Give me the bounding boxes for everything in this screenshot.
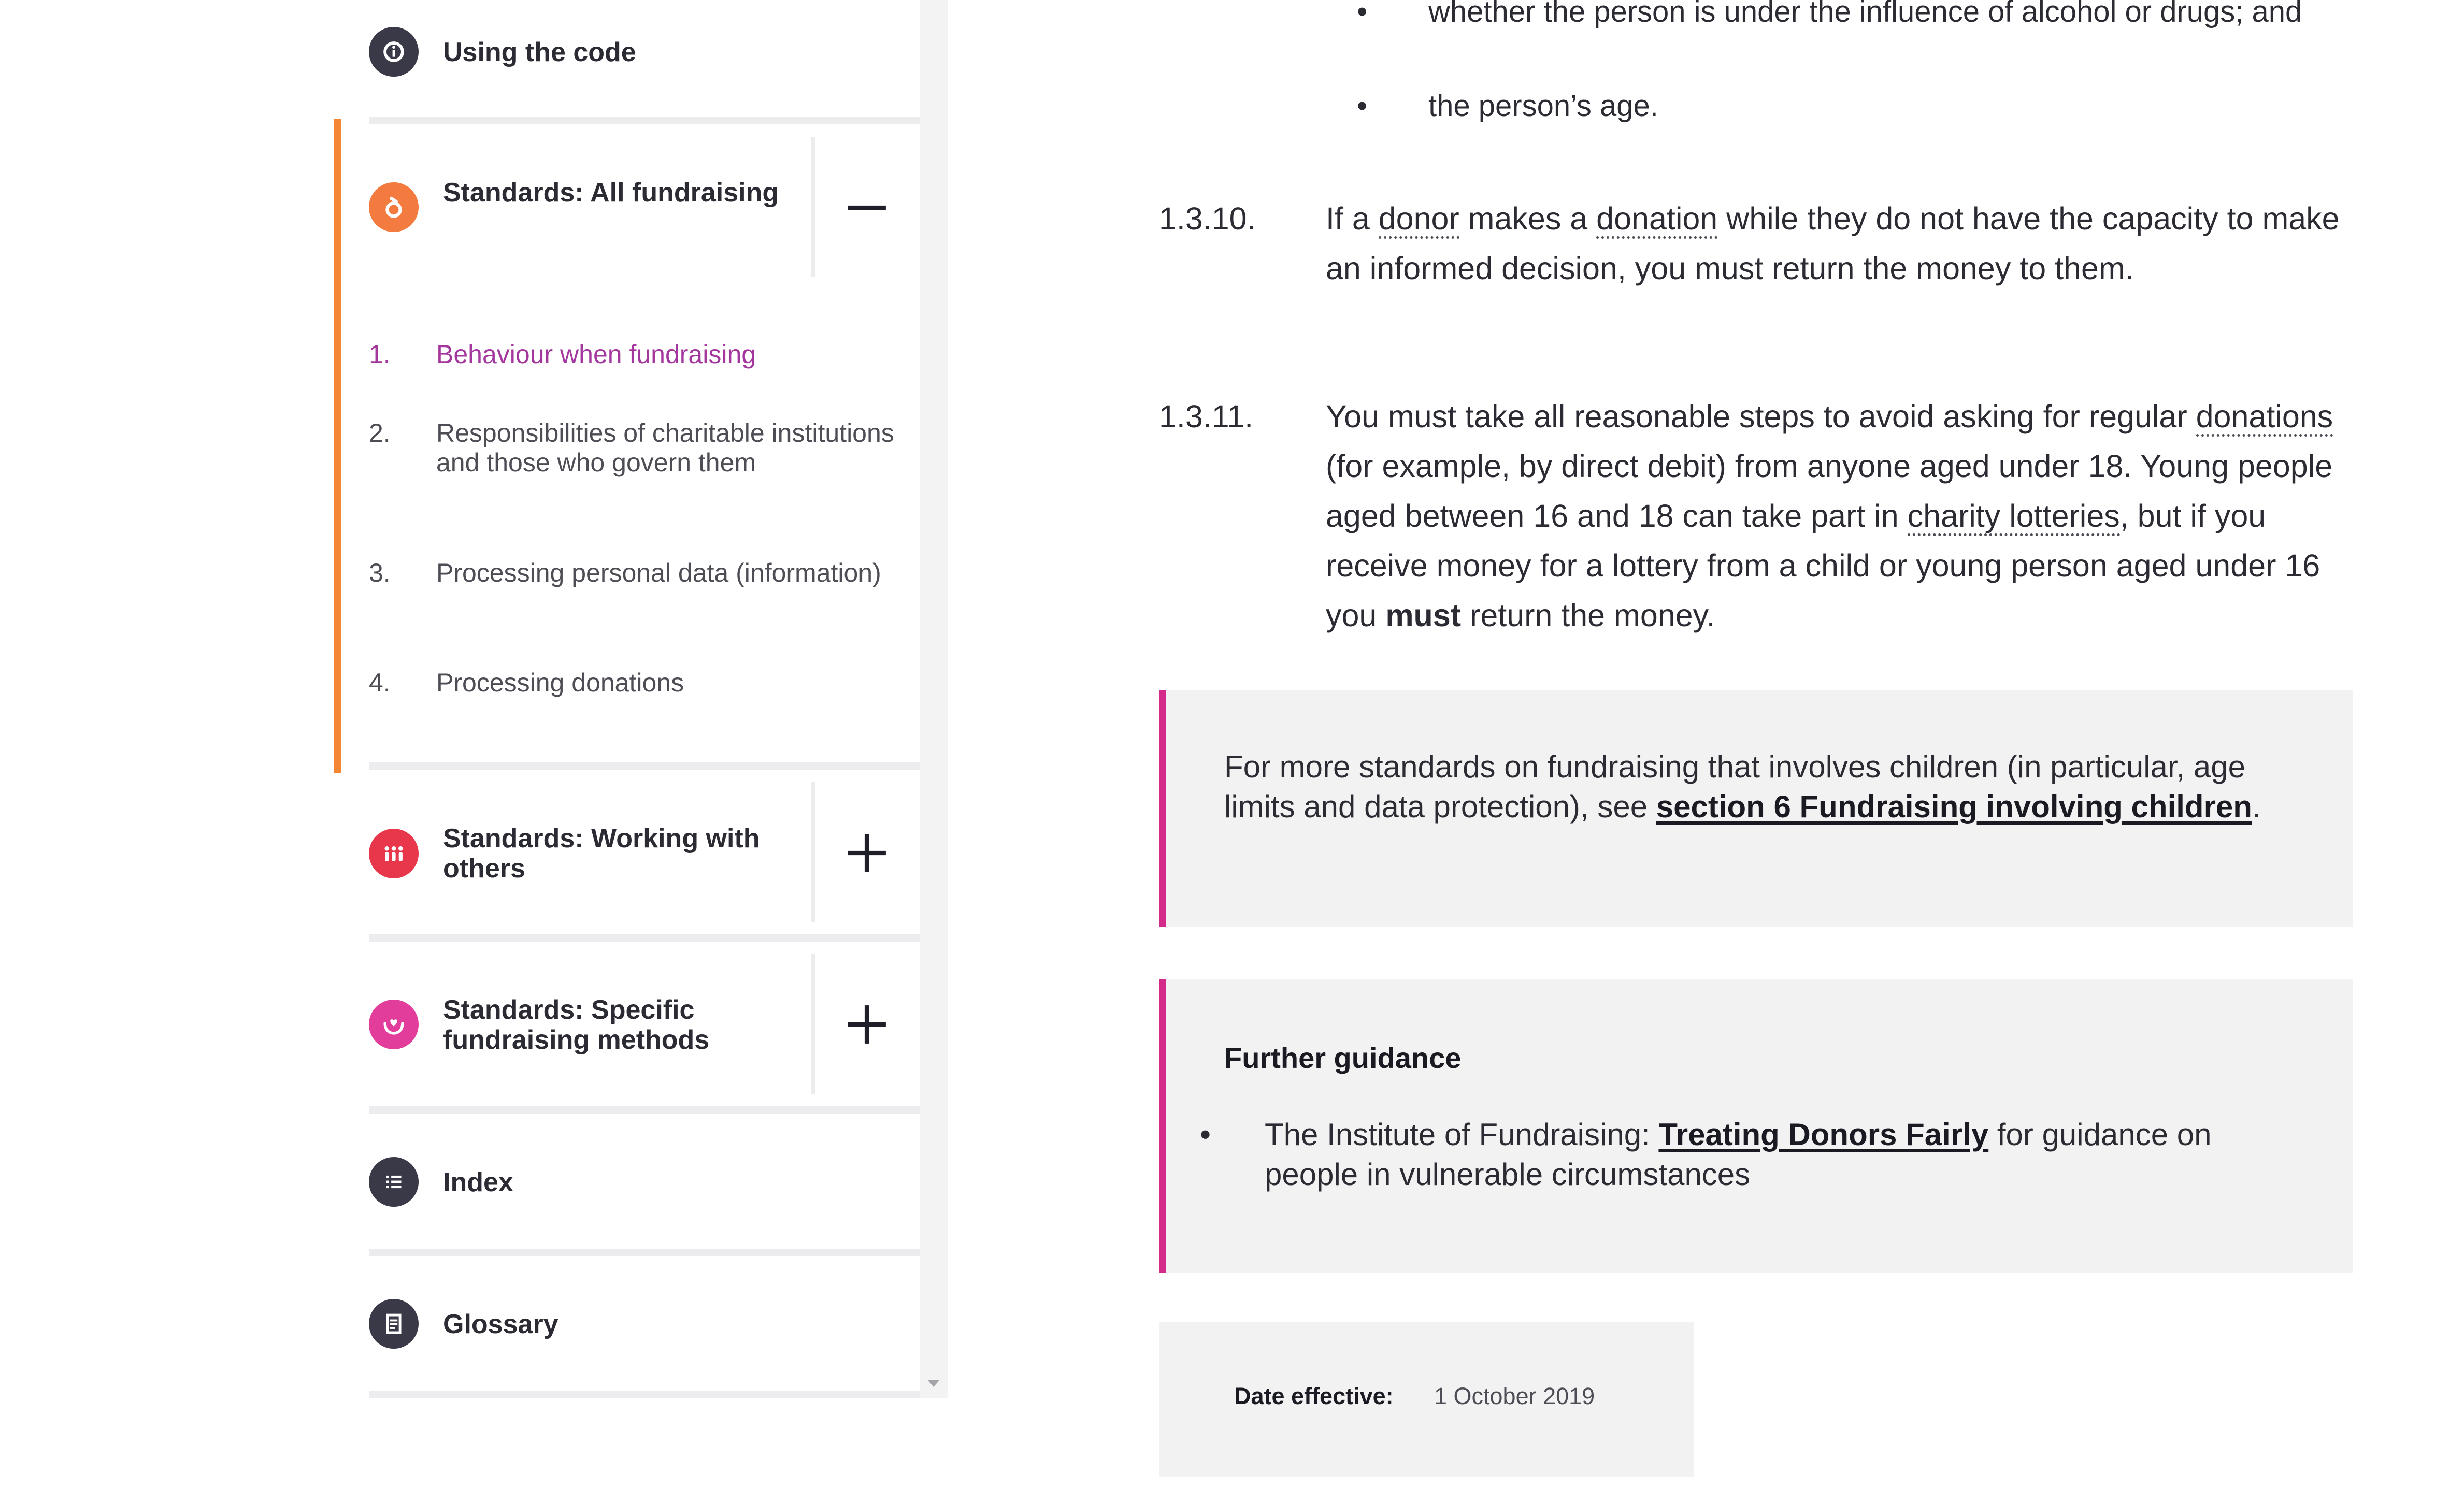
clause-number: 1.3.11. xyxy=(1159,399,1254,434)
sidebar-divider xyxy=(369,762,920,770)
treating-donors-fairly-link[interactable]: Treating Donors Fairly xyxy=(1658,1117,1989,1152)
clause-number: 1.3.10. xyxy=(1159,201,1256,236)
glossary-term-donations[interactable]: donations xyxy=(2196,399,2333,437)
sidebar-item-label: Standards: Specific fundraising methods xyxy=(443,995,710,1055)
scroll-down-arrow-icon[interactable] xyxy=(927,1380,940,1387)
sidebar: Using the code Standards: All fundraising 1. Behaviour when fundraising 2. Responsibilities of charitable institutions and those who govern them 3. Processing personal data (information) 4. Processing donations Standards: Working with others Standards: Specific fundraising methods Index Glossary xyxy=(0,0,948,1489)
sidebar-item-label: Glossary xyxy=(443,1309,558,1339)
glossary-term-charity-lotteries[interactable]: charity lotteries xyxy=(1908,498,2120,536)
callout-text: For more standards on fundraising that involves children (in particular, age limits and data protection), see section 6 Fundraising involving children. xyxy=(1224,749,2261,824)
bullet-icon: • xyxy=(1357,0,1368,28)
minus-icon xyxy=(846,186,888,229)
sidebar-divider xyxy=(369,934,920,942)
info-icon xyxy=(369,27,419,77)
list-item: • The Institute of Fundraising: Treating Donors Fairly for guidance on people in vulnerable circumstances xyxy=(1265,1115,2249,1194)
plus-icon xyxy=(846,832,888,874)
sidebar-divider xyxy=(369,117,920,124)
all-fundraising-icon xyxy=(369,182,419,232)
active-section-indicator xyxy=(334,119,341,773)
glossary-term-donation[interactable]: donation xyxy=(1596,201,1717,239)
sidebar-scrollbar[interactable] xyxy=(920,0,948,1398)
sidebar-item-label: Standards: Working with others xyxy=(443,823,760,884)
sidebar-item-label: Standards: All fundraising xyxy=(443,178,779,208)
clause-text: You must take all reasonable steps to avoid asking for regular donations (for example, by direct debit) from anyone aged under 18. Young people aged between 16 and 18 can take part in charity lotteries, but if you receive money for a lottery from a child or young person aged under 16 you must return the money. xyxy=(1326,399,2333,633)
section-6-link[interactable]: section 6 Fundraising involving children xyxy=(1656,789,2252,824)
bullet-icon: • xyxy=(1357,89,1368,123)
further-guidance-box xyxy=(1159,979,2353,1273)
bullet-icon: • xyxy=(1200,1117,1211,1152)
date-effective-box xyxy=(1159,1322,1694,1477)
date-effective-label: Date effective: xyxy=(1234,1383,1394,1409)
collapse-button[interactable] xyxy=(846,186,888,229)
clause-text: If a donor makes a donation while they do not have the capacity to make an informed decision, you must return the money to them. xyxy=(1326,201,2340,286)
sidebar-item-label: Using the code xyxy=(443,37,636,67)
further-guidance-title: Further guidance xyxy=(1224,1042,1462,1074)
children-callout xyxy=(1159,690,2353,927)
toggle-divider xyxy=(811,137,815,277)
sidebar-divider xyxy=(369,1391,920,1398)
hands-heart-icon xyxy=(369,1000,419,1049)
sidebar-divider xyxy=(369,1249,920,1256)
expand-button[interactable] xyxy=(846,832,888,874)
toggle-divider xyxy=(811,782,815,922)
expand-button[interactable] xyxy=(846,1003,888,1046)
sidebar-item-label: Index xyxy=(443,1167,513,1197)
sidebar-divider xyxy=(369,1106,920,1114)
people-icon xyxy=(369,829,419,878)
plus-icon xyxy=(846,1003,888,1046)
date-effective-value: 1 October 2019 xyxy=(1434,1383,1595,1409)
toggle-divider xyxy=(811,954,815,1094)
glossary-term-donor[interactable]: donor xyxy=(1379,201,1459,239)
list-icon xyxy=(369,1157,419,1207)
document-icon xyxy=(369,1299,419,1349)
